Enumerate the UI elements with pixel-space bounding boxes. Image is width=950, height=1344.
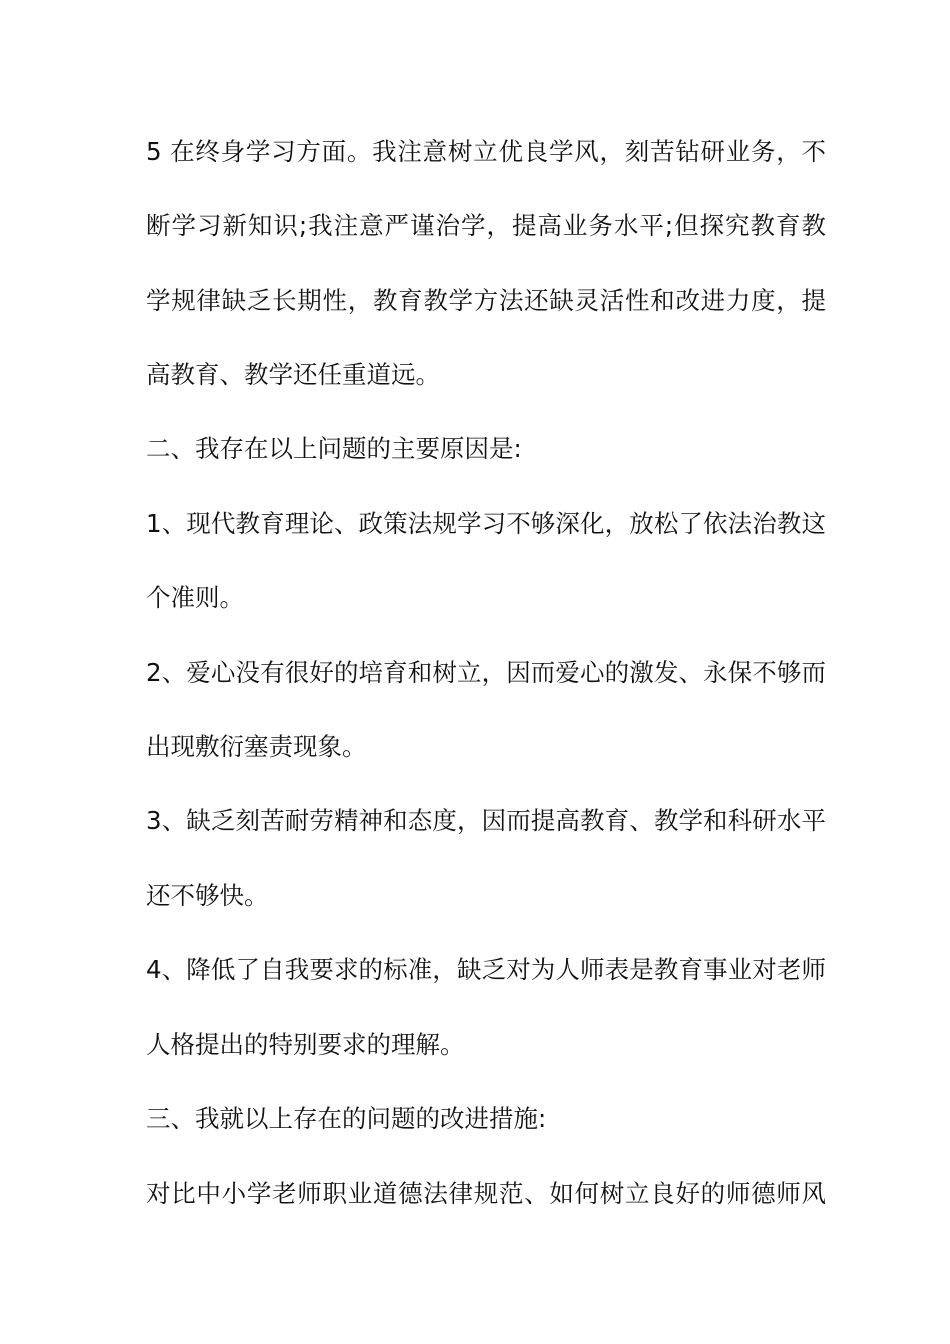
text-line: 5 在终身学习方面。我注意树立优良学风，刻苦钻研业务，不 xyxy=(146,137,826,166)
text-line: 人格提出的特别要求的理解。 xyxy=(146,1030,465,1059)
text-line: 断学习新知识;我注意严谨治学，提高业务水平;但探究教育教 xyxy=(146,211,826,240)
text-line: 出现敷衍塞责现象。 xyxy=(146,732,367,761)
section-heading: 二、我存在以上问题的主要原因是: xyxy=(146,434,522,463)
text-line: 1、现代教育理论、政策法规学习不够深化，放松了依法治教这 xyxy=(146,509,826,538)
text-line: 个准则。 xyxy=(146,583,244,612)
text-line: 对比中小学老师职业道德法律规范、如何树立良好的师德师风 xyxy=(146,1179,826,1208)
text-line: 高教育、教学还任重道远。 xyxy=(146,360,440,389)
text-line: 学规律缺乏长期性，教育教学方法还缺灵活性和改进力度，提 xyxy=(146,286,826,315)
text-line: 还不够快。 xyxy=(146,881,269,910)
text-line: 3、缺乏刻苦耐劳精神和态度，因而提高教育、教学和科研水平 xyxy=(146,806,826,835)
section-heading: 三、我就以上存在的问题的改进措施: xyxy=(146,1104,547,1133)
text-line: 4、降低了自我要求的标准，缺乏对为人师表是教育事业对老师 xyxy=(146,955,826,984)
text-line: 2、爱心没有很好的培育和树立，因而爱心的激发、永保不够而 xyxy=(146,658,826,687)
